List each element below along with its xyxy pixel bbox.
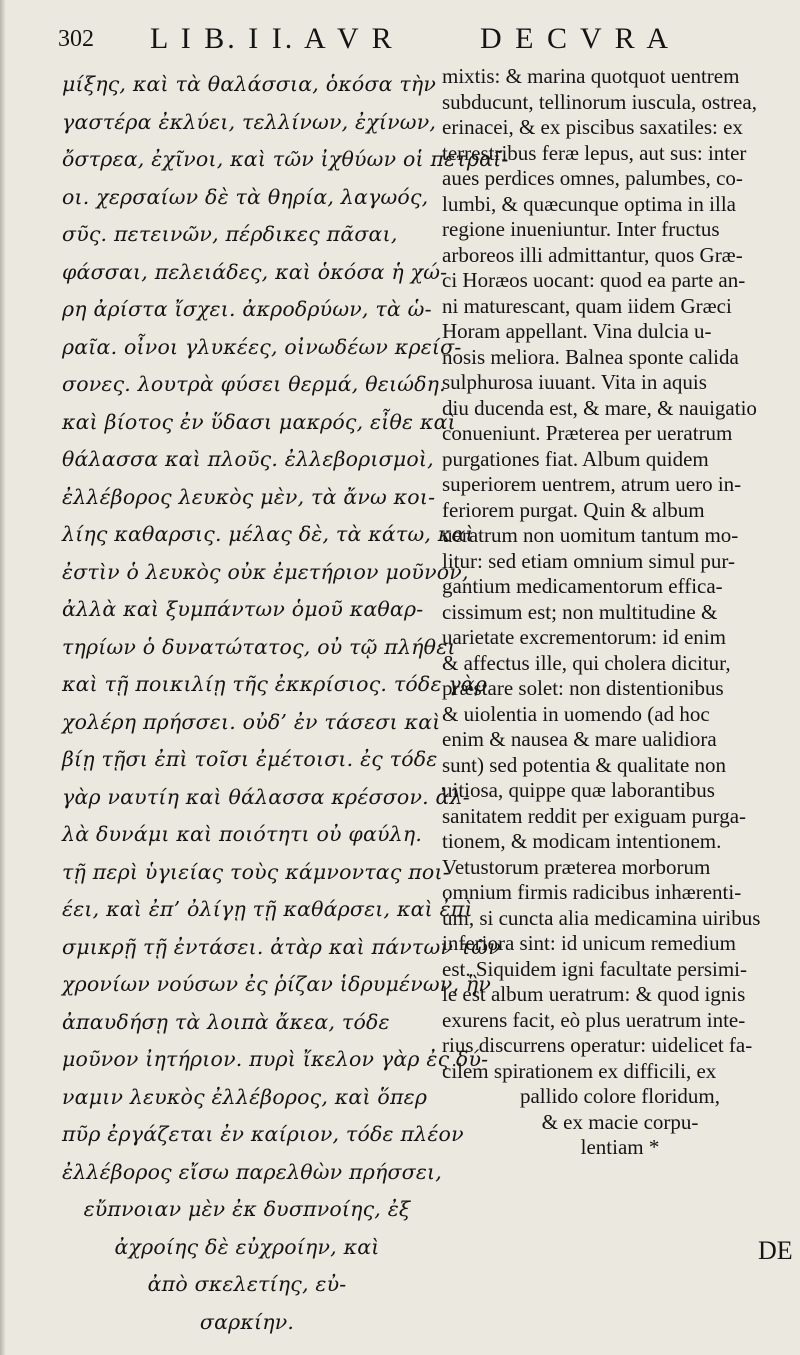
greek_column-line: σαρκίην. bbox=[199, 1309, 295, 1334]
greek_column-line: ἀλλὰ καὶ ξυμπάντων ὁμοῦ καθαρ- bbox=[62, 597, 424, 621]
greek_column-line: ἀχροίης δὲ εὐχροίην, καὶ bbox=[114, 1234, 380, 1259]
page-gutter-shadow bbox=[0, 0, 6, 1355]
latin_column-line: exurens facit, eò plus ueratrum inte- bbox=[442, 1007, 746, 1032]
latin_column-line: subducunt, tellinorum iuscula, ostrea, bbox=[442, 89, 757, 114]
greek_column-line: χολέρη πρήσσει. οὐδ’ ἐν τάσεσι καὶ bbox=[62, 709, 441, 734]
latin_column-line: pallido colore floridum, bbox=[519, 1084, 721, 1108]
running-title-right: D E C V R A bbox=[480, 22, 672, 55]
latin_column-line: conueniunt. Præterea per ueratrum bbox=[442, 421, 733, 445]
greek_column-line: έει, καὶ ἐπ’ ὀλίγῃ τῇ καθάρσει, καὶ ἐπὶ bbox=[62, 897, 473, 921]
latin_column-line: uarietate excrementorum: id enim bbox=[442, 625, 726, 649]
catchword: DE bbox=[758, 1236, 793, 1265]
greek_column-line: σῦς. πετεινῶν, πέρδικες πᾶσαι, bbox=[62, 222, 398, 246]
latin_column-line: aues perdices omnes, palumbes, co- bbox=[442, 166, 743, 190]
latin_column-line: um, si cuncta alia medicamina uiribus bbox=[442, 905, 761, 930]
latin_column-line: mixtis: & marina quotquot uentrem bbox=[442, 64, 740, 88]
greek_column-line: θάλασσα καὶ πλοῦς. ἐλλεβορισμοὶ, bbox=[62, 447, 434, 471]
latin_column-line: ueratrum non uomitum tantum mo- bbox=[442, 523, 739, 547]
greek_column-line: φάσσαι, πελειάδες, καὶ ὁκόσα ἡ χώ- bbox=[62, 259, 448, 284]
greek_column-line: ἀπὸ σκελετίης, εὐ- bbox=[147, 1272, 347, 1296]
greek_column-line: γὰρ ναυτίη καὶ θάλασσα κρέσσον. ἀλ- bbox=[62, 784, 470, 809]
latin_column-line: præstare solet: non distentionibus bbox=[442, 676, 724, 700]
page-number: 302 bbox=[58, 26, 94, 52]
latin_column-line: rius discurrens operatur: uidelicet fa- bbox=[442, 1033, 753, 1057]
latin_column-line: terrestribus feræ lepus, aut sus: inter bbox=[442, 140, 747, 165]
greek_column-line: ἐστὶν ὁ λευκὸς οὐκ ἐμετήριον μοῦνον, bbox=[62, 559, 469, 584]
greek_column-line: γαστέρα ἐκλύει, τελλίνων, ἐχίνων, bbox=[62, 109, 437, 134]
greek_column-line: ἐλλέβορος λευκὸς μὲν, τὰ ἄνω κοι- bbox=[62, 484, 436, 509]
latin_column-line: sanitatem reddit per exiguam purga- bbox=[442, 803, 747, 828]
latin_column-line: uitiosa, quippe quæ laborantibus bbox=[442, 778, 715, 802]
latin_column-line: diu ducenda est, & mare, & nauigatio bbox=[442, 395, 757, 420]
running-header bbox=[58, 22, 800, 62]
latin_column-line: superiorem uentrem, atrum uero in- bbox=[442, 472, 742, 496]
greek_column-line: μίξης, καὶ τὰ θαλάσσια, ὁκόσα τὴν bbox=[62, 72, 437, 96]
latin_column-line: litur: sed etiam omnium simul pur- bbox=[442, 548, 735, 573]
latin_column-line: Horam appellant. Vina dulcia u- bbox=[442, 319, 712, 343]
latin_column-line: omnium firmis radicibus inhærenti- bbox=[442, 880, 742, 904]
greek_column-line: τῇ περὶ ὑγιείας τοὺς κάμνοντας ποι- bbox=[62, 859, 450, 884]
latin_column-line: le est album ueratrum: & quod ignis bbox=[442, 982, 746, 1006]
greek_column-line: πῦρ ἐργάζεται ἐν καίριον, τόδε πλέον bbox=[62, 1122, 464, 1146]
greek_column-line: τηρίων ὁ δυνατώτατος, οὐ τῷ πλήθει bbox=[62, 634, 456, 659]
latin_column-line: enim & nausea & mare ualidiora bbox=[442, 727, 717, 751]
latin_column-line: est. Siquidem igni facultate persimi- bbox=[442, 956, 748, 981]
greek_column-line: ἀπαυδήσῃ τὰ λοιπὰ ἄκεα, τόδε bbox=[62, 1009, 390, 1034]
latin_column-line: inferiora sint: id unicum remedium bbox=[442, 931, 736, 955]
greek_column-line: καὶ τῇ ποικιλίῃ τῆς ἐκκρίσιος. τόδε γὰρ bbox=[62, 672, 488, 696]
latin_column-line: cissimum est; non multitudine & bbox=[442, 599, 718, 624]
latin_column-line: nosis meliora. Balnea sponte calida bbox=[442, 344, 739, 369]
latin_column-line: lentiam * bbox=[580, 1135, 660, 1159]
latin_column-line: & ex macie corpu- bbox=[541, 1109, 699, 1134]
greek_column-line: καὶ βίοτος ἐν ὕδασι μακρός, εἶθε καὶ bbox=[62, 409, 456, 434]
greek_column-line: σονες. λουτρὰ φύσει θερμά, θειώδη. bbox=[62, 372, 446, 396]
greek_column-line: σμικρῇ τῇ ἐντάσει. ἀτὰρ καὶ πάντων τῶν bbox=[62, 934, 501, 959]
greek_column-line: λὰ δυνάμι καὶ ποιότητι οὐ φαύλη. bbox=[62, 822, 423, 846]
latin_column-line: & affectus ille, qui cholera dicitur, bbox=[442, 650, 731, 675]
greek_column-line: μοῦνον ἰητήριον. πυρὶ ἴκελον γὰρ ἐς δύ- bbox=[62, 1047, 489, 1071]
greek_column-line: εὔπνοιαν μὲν ἐκ δυσπνοίης, ἐξ bbox=[83, 1197, 411, 1221]
latin_column-line: sunt) sed potentia & qualitate non bbox=[442, 752, 727, 777]
latin_column-line: tionem, & modicam intentionem. bbox=[442, 829, 722, 853]
greek-text-column bbox=[62, 66, 509, 1341]
greek_column-line: λίης καθαρσις. μέλας δὲ, τὰ κάτω, καὶ bbox=[62, 522, 474, 546]
latin_column-line: feriorem purgat. Quin & album bbox=[442, 497, 705, 522]
latin_column-line: lumbi, & quæcunque optima in illa bbox=[442, 191, 736, 216]
greek_column-line: βίῃ τῇσι ἐπὶ τοῖσι ἐμέτοισι. ἐς τόδε bbox=[62, 747, 438, 771]
latin-text-column bbox=[442, 64, 798, 1161]
latin_column-line: ni maturescant, quam iidem Græci bbox=[442, 293, 732, 318]
latin_column-line: & uiolentia in uomendo (ad hoc bbox=[442, 701, 710, 726]
latin_column-line: purgationes fiat. Album quidem bbox=[442, 446, 709, 471]
latin_column-line: erinacei, & ex piscibus saxatiles: ex bbox=[442, 115, 743, 139]
greek_column-line: οι. χερσαίων δὲ τὰ θηρία, λαγωός, bbox=[62, 184, 429, 209]
latin_column-line: sulphurosa iuuant. Vita in aquis bbox=[442, 370, 707, 394]
latin_column-line: regione inueniuntur. Inter fructus bbox=[442, 217, 720, 241]
greek_column-line: χρονίων νούσων ἐς ῥίζαν ἱδρυμένων, ἣν bbox=[62, 972, 492, 996]
running-title-left: L I B. I I. A V R bbox=[150, 22, 395, 55]
latin_column-line: cilem spirationem ex difficili, ex bbox=[442, 1058, 717, 1083]
latin_column-line: arboreos illi admittantur, quos Græ- bbox=[442, 242, 743, 267]
greek_column-line: ἐλλέβορος εἴσω παρελθὼν πρήσσει, bbox=[62, 1159, 442, 1184]
latin_column-line: gantium medicamentorum effica- bbox=[442, 574, 723, 598]
greek_column-line: ρη ἀρίστα ἴσχει. ἀκροδρύων, τὰ ὡ- bbox=[62, 297, 432, 321]
greek_column-line: ναμιν λευκὸς ἐλλέβορος, καὶ ὅπερ bbox=[62, 1084, 428, 1109]
greek_column-line: ραῖα. οἶνοι γλυκέες, οἰνωδέων κρείσ- bbox=[62, 334, 462, 359]
latin_column-line: ci Horæos uocant: quod ea parte an- bbox=[442, 268, 746, 292]
latin_column-line: Vetustorum præterea morborum bbox=[442, 854, 711, 879]
greek_column-line: ὄστρεα, ἐχῖνοι, καὶ τῶν ἰχθύων οἱ πετραῖ- bbox=[62, 147, 509, 171]
